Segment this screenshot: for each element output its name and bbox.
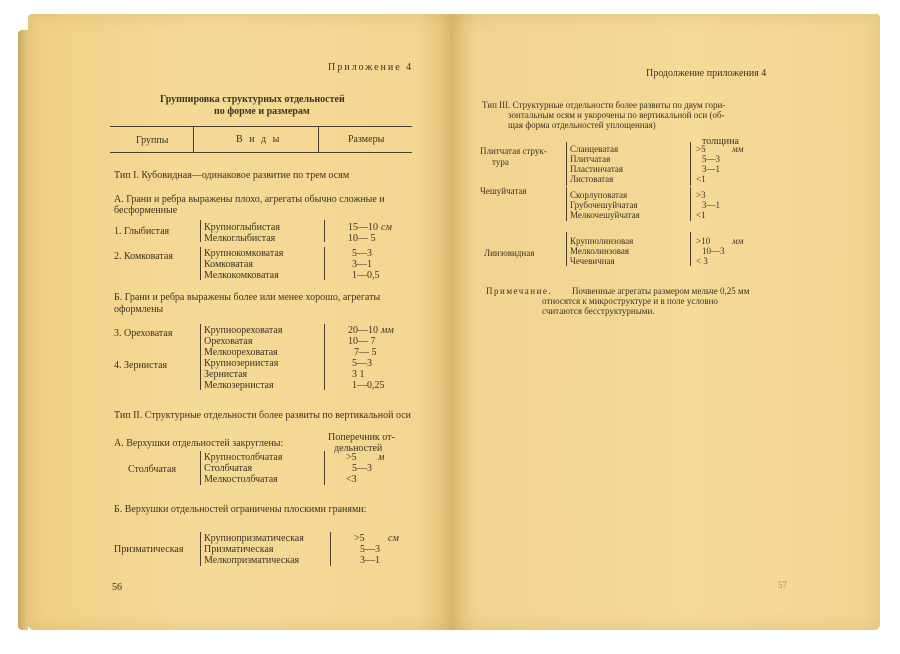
size-value: 15—10: [348, 222, 378, 233]
size-value: 3—1: [702, 200, 720, 210]
table-title-line2: по форме и размерам: [214, 106, 310, 117]
size-bracket: [324, 247, 325, 280]
kind-label: Мелкоореховатая: [204, 347, 278, 358]
group-bracket: [200, 356, 201, 390]
unit-label: мм: [732, 144, 744, 154]
size-bracket: [324, 356, 325, 390]
book-edge: [18, 30, 28, 630]
size-value: >5: [354, 533, 365, 544]
size-value: >3: [696, 190, 706, 200]
size-value: < 3: [696, 256, 708, 266]
size-value: 1—0,5: [352, 270, 380, 281]
unit-label: м: [378, 452, 385, 463]
size-value: 5—3: [360, 544, 380, 555]
kind-label: Скорлуповатая: [570, 190, 628, 200]
kind-label: Пластинчатая: [570, 164, 624, 174]
size-value: 5—3: [352, 358, 372, 369]
group-name-orekhovataya: 3. Ореховатая: [114, 328, 173, 339]
group-bracket: [200, 247, 201, 280]
size-value: 1—0,25: [352, 380, 385, 391]
kind-label: Мелкозернистая: [204, 380, 274, 391]
type3-heading-line3: щая форма отдельностей уплощенная): [508, 120, 656, 130]
group-name-plitchataya-line1: Плитчатая струк-: [480, 146, 547, 156]
kind-label: Крупнопризматическая: [204, 533, 304, 544]
section-a-heading-line2: бесформенные: [114, 205, 178, 216]
size-value: 10— 7: [348, 336, 376, 347]
kind-label: Крупностолбчатая: [204, 452, 283, 463]
cross-section-label-line1: Поперечник от-: [328, 432, 395, 443]
size-value: 10—3: [702, 246, 725, 256]
unit-label: мм: [732, 236, 744, 246]
table-top-rule: [110, 126, 412, 127]
kind-label: Чечевичная: [570, 256, 615, 266]
kind-label: Комковатая: [204, 259, 253, 270]
section-b-heading-line2: оформлены: [114, 304, 164, 315]
size-value: <1: [696, 174, 706, 184]
note-label: Примечание.: [486, 286, 553, 296]
group-bracket: [200, 532, 201, 566]
continuation-label: Продолжение приложения 4: [646, 68, 767, 79]
table-title-line1: Группировка структурных отдельностей: [160, 94, 345, 105]
size-value: 7— 5: [354, 347, 377, 358]
kind-label: Крупноглыбистая: [204, 222, 280, 233]
page-number: 56: [112, 582, 122, 593]
size-value: <1: [696, 210, 706, 220]
kind-label: Крупнолинзовая: [570, 236, 634, 246]
section-b-heading-line1: Б. Грани и ребра выражены более или менее хорошо, агрегаты: [114, 292, 381, 303]
kind-label: Мелкоглыбистая: [204, 233, 276, 244]
appendix-label: Приложение 4: [328, 62, 414, 73]
size-value: 3—1: [360, 555, 380, 566]
size-value: 5—3: [702, 154, 720, 164]
group-bracket: [200, 324, 201, 357]
column-header-groups: Группы: [136, 135, 169, 146]
note-line2: относятся к микроструктуре и в поле условно: [542, 296, 718, 306]
left-page: [28, 14, 452, 630]
group-name-cheshuychataya: Чешуйчатая: [480, 186, 527, 196]
kind-label: Мелкочешуйчатая: [570, 210, 640, 220]
type3-heading-line2: зонтальным осям и укорочены по вертикальной оси (об-: [508, 110, 725, 120]
section-c-heading: А. Верхушки отдельностей закруглены:: [114, 438, 284, 449]
header-divider-1: [193, 126, 194, 152]
page-number: 57: [778, 580, 787, 590]
book-spread: [18, 14, 886, 640]
size-value: >5: [696, 144, 706, 154]
size-value: >5: [346, 452, 357, 463]
unit-label: см: [388, 533, 399, 544]
type1-heading: Тип I. Кубовидная—одинаковое развитие по трем осям: [114, 170, 350, 181]
group-name-glybistaya: 1. Глыбистая: [114, 226, 170, 237]
group-bracket: [200, 220, 201, 242]
group-name-stolbchataya: Столбчатая: [128, 464, 177, 475]
size-value: 3—1: [702, 164, 720, 174]
header-bottom-rule: [110, 152, 412, 153]
note-line1: Почвенные агрегаты размером мельче 0,25 мм: [572, 286, 750, 296]
size-value: 3 1: [352, 369, 365, 380]
kind-label: Крупнозернистая: [204, 358, 279, 369]
header-divider-2: [318, 126, 319, 152]
size-bracket: [324, 220, 325, 242]
kind-label: Крупнокомковатая: [204, 248, 284, 259]
size-value: 20—10: [348, 325, 378, 336]
group-name-komkovataya: 2. Комковатая: [114, 251, 173, 262]
size-value: 5—3: [352, 463, 372, 474]
size-bracket: [324, 324, 325, 357]
size-value: 5—3: [352, 248, 372, 259]
group-name-plitchataya-line2: тура: [492, 157, 509, 167]
kind-label: Мелкопризматическая: [204, 555, 300, 566]
kind-label: Ореховатая: [204, 336, 253, 347]
column-header-kinds: В и д ы: [236, 134, 282, 145]
group-bracket: [566, 232, 567, 266]
size-bracket: [324, 451, 325, 485]
group-bracket: [200, 451, 201, 485]
group-name-zernistaya: 4. Зернистая: [114, 360, 168, 371]
size-value: 3—1: [352, 259, 372, 270]
unit-label: см: [381, 222, 392, 233]
kind-label: Призматическая: [204, 544, 274, 555]
kind-label: Столбчатая: [204, 463, 253, 474]
size-value: <3: [346, 474, 357, 485]
size-bracket: [330, 532, 331, 566]
size-value: >10: [696, 236, 711, 246]
kind-label: Зернистая: [204, 369, 248, 380]
section-a-heading-line1: А. Грани и ребра выражены плохо, агрегаты обычно сложные и: [114, 194, 385, 205]
section-d-heading: Б. Верхушки отдельностей ограничены плоскими гранями:: [114, 504, 367, 515]
right-page: [450, 14, 880, 630]
size-bracket: [690, 232, 691, 266]
kind-label: Листоватая: [570, 174, 614, 184]
unit-label: мм: [381, 325, 394, 336]
size-bracket: [690, 142, 691, 186]
group-bracket: [566, 142, 567, 186]
kind-label: Мелкостолбчатая: [204, 474, 278, 485]
group-name-linzovidnaya: Линзовидная: [484, 248, 535, 258]
column-header-sizes: Размеры: [348, 134, 385, 145]
group-name-prizmaticheskaya: Призматическая: [114, 544, 184, 555]
kind-label: Мелколинзовая: [570, 246, 630, 256]
kind-label: Мелкокомковатая: [204, 270, 279, 281]
size-value: 10— 5: [348, 233, 376, 244]
kind-label: Плитчатая: [570, 154, 611, 164]
note-line3: считаются бесструктурными.: [542, 306, 655, 316]
group-bracket: [566, 187, 567, 221]
kind-label: Грубочешуйчатая: [570, 200, 638, 210]
kind-label: Крупноореховатая: [204, 325, 283, 336]
cross-section-label-line2: дельностей: [334, 443, 383, 454]
size-bracket: [690, 187, 691, 221]
kind-label: Сланцеватая: [570, 144, 619, 154]
type2-heading: Тип II. Структурные отдельности более развиты по вертикальной оси: [114, 410, 411, 421]
thickness-label: толщина: [702, 136, 739, 147]
type3-heading-line1: Тип III. Структурные отдельности более развиты по двум гори-: [482, 100, 726, 110]
